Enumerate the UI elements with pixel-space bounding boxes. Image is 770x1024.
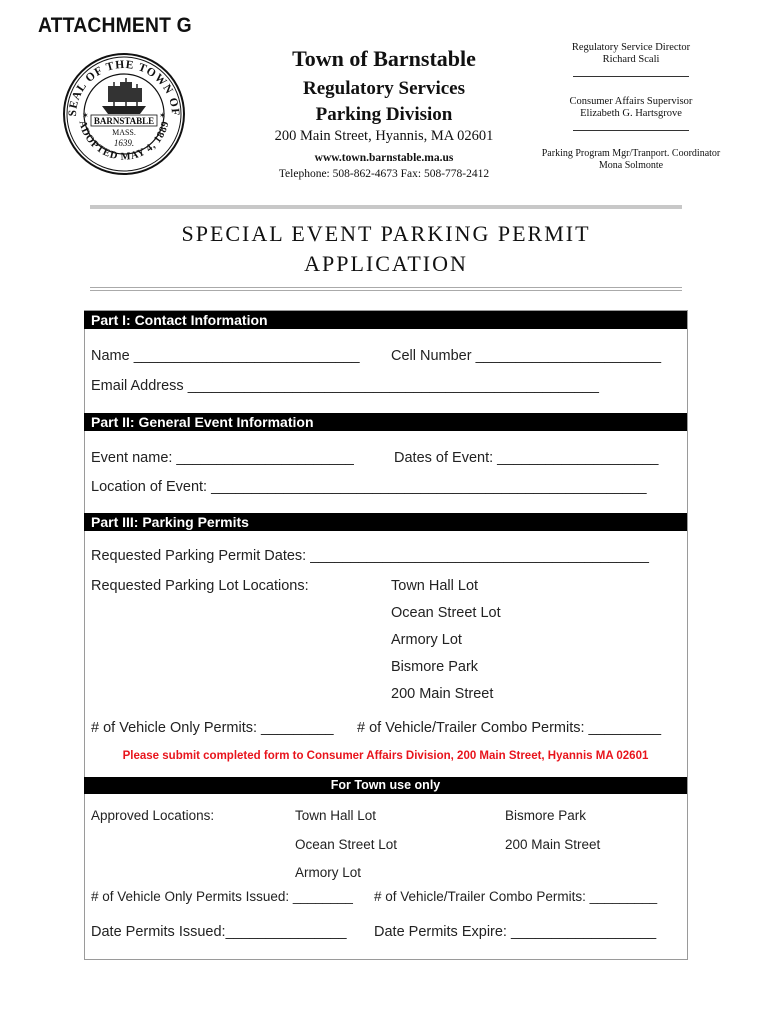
combo-issued-field[interactable]: # of Vehicle/Trailer Combo Permits: _________ bbox=[374, 889, 658, 904]
staff-name: Richard Scali bbox=[602, 54, 660, 65]
staff-name: Elizabeth G. Hartsgrove bbox=[580, 108, 682, 119]
town-name: Town of Barnstable bbox=[292, 46, 476, 71]
lot-option[interactable]: Ocean Street Lot bbox=[391, 605, 501, 621]
date-expire-field[interactable]: Date Permits Expire: __________________ bbox=[374, 924, 657, 940]
lot-option[interactable]: Town Hall Lot bbox=[391, 578, 479, 594]
cell-number-field[interactable]: Cell Number _______________________ bbox=[391, 348, 662, 364]
department-name: Regulatory Services bbox=[303, 78, 465, 99]
staff-title: Regulatory Service Director bbox=[571, 42, 691, 53]
lot-option[interactable]: Armory Lot bbox=[391, 632, 462, 648]
seal-year-text: 1639. bbox=[113, 138, 135, 148]
town-website[interactable]: www.town.barnstable.ma.us bbox=[314, 152, 454, 164]
approved-lot[interactable]: Armory Lot bbox=[295, 865, 362, 880]
submission-notice: Please submit completed form to Consumer Affairs Division, 200 Main Street, Hyannis MA 02601 bbox=[122, 750, 649, 762]
staff-coordinator bbox=[530, 148, 732, 172]
staff-title: Consumer Affairs Supervisor bbox=[569, 96, 693, 107]
approved-lot[interactable]: 200 Main Street bbox=[505, 837, 601, 852]
part1-heading: Part I: Contact Information bbox=[84, 311, 687, 329]
event-dates-field[interactable]: Dates of Event: ____________________ bbox=[394, 450, 659, 466]
title-rule-bottom bbox=[90, 290, 682, 291]
vehicle-only-permits-field[interactable]: # of Vehicle Only Permits: _________ bbox=[91, 720, 334, 736]
combo-permits-field[interactable]: # of Vehicle/Trailer Combo Permits: _________ bbox=[357, 720, 662, 736]
form-title-line1: SPECIAL EVENT PARKING PERMIT bbox=[181, 221, 591, 246]
approved-lot[interactable]: Bismore Park bbox=[505, 808, 587, 823]
staff-supervisor bbox=[530, 96, 732, 131]
event-location-field[interactable]: Location of Event: ______________________________________________________ bbox=[91, 479, 647, 495]
form-border bbox=[84, 310, 688, 960]
staff-name: Mona Solmonte bbox=[598, 160, 664, 171]
attachment-label: ATTACHMENT G bbox=[38, 14, 192, 37]
staff-title: Parking Program Mgr/Tranport. Coordinator bbox=[541, 148, 721, 159]
seal-top-text: SEAL OF THE TOWN OF bbox=[66, 58, 182, 117]
svg-text:✶: ✶ bbox=[159, 111, 166, 120]
approved-locations-label: Approved Locations: bbox=[91, 808, 215, 823]
staff-director bbox=[530, 42, 732, 77]
lot-option[interactable]: Bismore Park bbox=[391, 659, 479, 675]
part2-heading: Part II: General Event Information bbox=[84, 413, 687, 431]
seal-state-text: MASS. bbox=[112, 128, 136, 137]
town-use-heading: For Town use only bbox=[84, 777, 687, 794]
date-issued-field[interactable]: Date Permits Issued:_______________ bbox=[91, 924, 347, 940]
svg-text:✶: ✶ bbox=[82, 111, 89, 120]
approved-lot[interactable]: Town Hall Lot bbox=[295, 808, 377, 823]
seal-town-text: BARNSTABLE bbox=[93, 116, 155, 126]
event-name-field[interactable]: Event name: ______________________ bbox=[91, 450, 354, 466]
town-address: 200 Main Street, Hyannis, MA 02601 bbox=[274, 128, 494, 144]
title-rule-top bbox=[90, 287, 682, 288]
header-divider bbox=[90, 205, 682, 209]
email-field[interactable]: Email Address ___________________________________________________ bbox=[91, 378, 599, 394]
name-field[interactable]: Name ____________________________ bbox=[91, 348, 360, 364]
town-seal bbox=[62, 52, 186, 176]
form-title-line2: APPLICATION bbox=[304, 251, 468, 276]
approved-lot[interactable]: Ocean Street Lot bbox=[295, 837, 398, 852]
permits-issued-field[interactable]: # of Vehicle Only Permits Issued: ________ bbox=[91, 889, 353, 904]
part3-heading: Part III: Parking Permits bbox=[84, 513, 687, 531]
division-name: Parking Division bbox=[315, 104, 453, 125]
permit-dates-field[interactable]: Requested Parking Permit Dates: __________________________________________ bbox=[91, 548, 649, 564]
lot-option[interactable]: 200 Main Street bbox=[391, 686, 494, 702]
seal-bottom-text: ADOPTED MAY 4, 1889 bbox=[76, 119, 172, 163]
lot-locations-label: Requested Parking Lot Locations: bbox=[91, 578, 309, 594]
town-phone: Telephone: 508-862-4673 Fax: 508-778-2412 bbox=[278, 168, 490, 180]
